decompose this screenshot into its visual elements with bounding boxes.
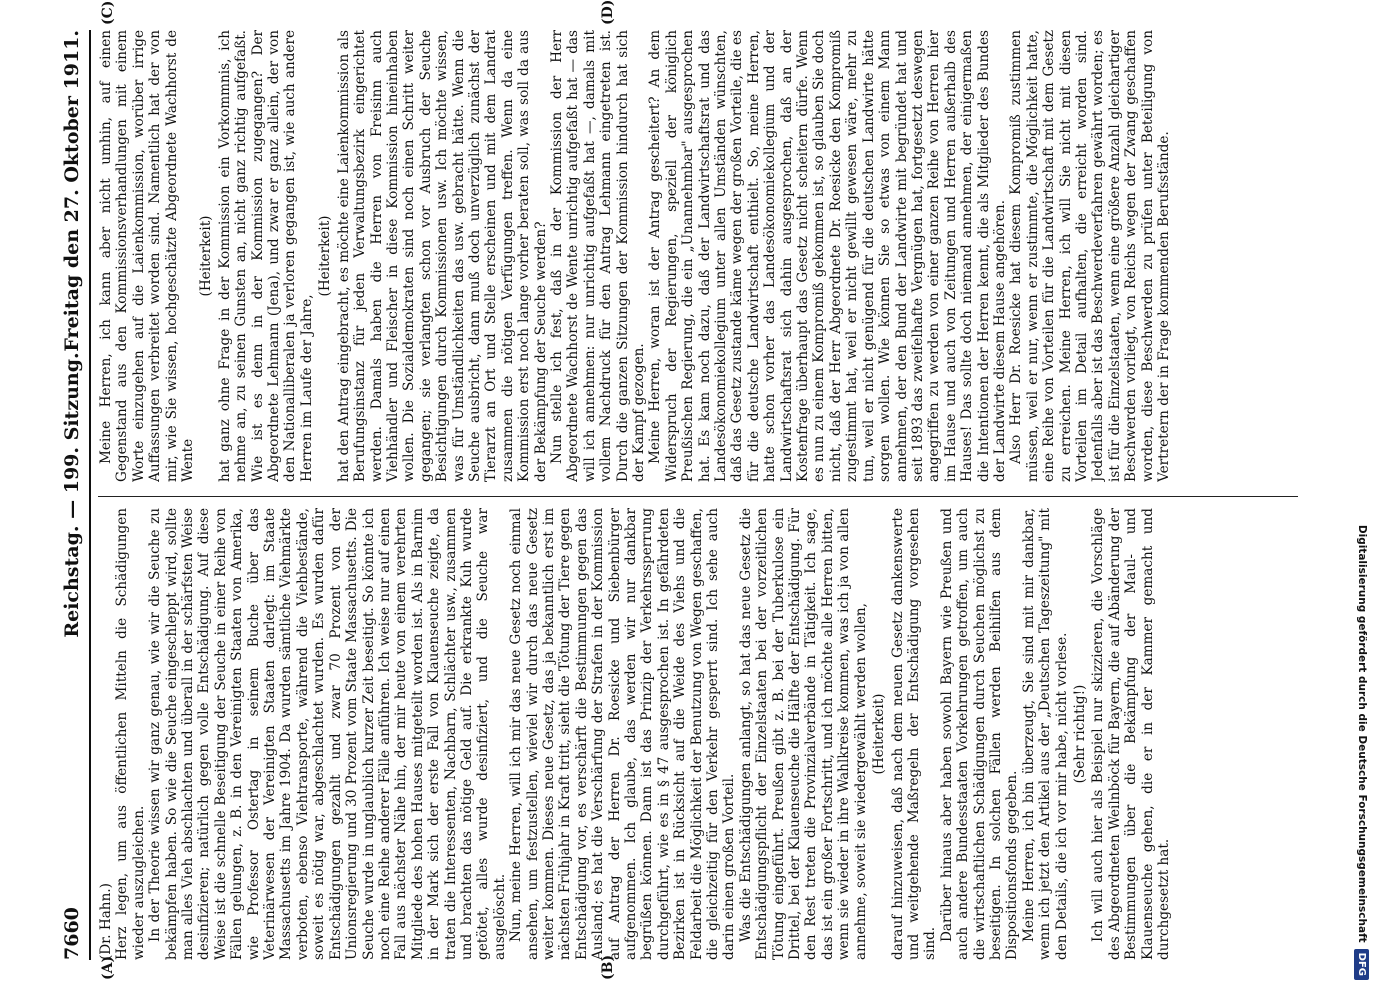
paragraph: Ich will auch hier als Beispiel nur skizzieren, die Vorschläge des Abgeordneten Weilnböck für Bayern, die auf Abänderung der Bestimmungen über die Bekämpfung der Maul- und Klauenseuche gehen, die er in der Kammer gemacht und durchgesetzt hat. (1090, 508, 1172, 960)
left-column (98, 508, 1298, 960)
credit-text: Digitalisierung gefördert durch die Deutsche Forschungsgemeinschaft (1356, 524, 1368, 943)
paragraph: Meine Herren, ich kann aber nicht umhin, auf einen Gegenstand aus den Kommissionsverhandlungen mit einem Worte einzugehen auf die Laienkommission, worüber irrige Auffassungen verbreitet worden sind. Namentlich hat der von mir, wie Sie wissen, hochgeschätzte Abgeordnete Wachhorst de Wente (98, 30, 197, 482)
dfg-logo: DFG (1355, 949, 1370, 980)
page-header (55, 30, 91, 960)
heiterkeit-note: (Heiterkeit) (317, 215, 334, 297)
page-number: 7660 (61, 907, 83, 960)
paragraph: Darüber hinaus aber haben sowohl Bayern wie Preußen und auch andere Bundesstaaten Vorkehrungen getroffen, um auch die wirtschaftlichen Schädigungen durch Seuchen möglichst zu beseitigen. In solchen Fällen werden Beihilfen aus dem Dispositionsfonds gegeben. (938, 508, 1021, 960)
sehr-richtig-note: (Sehr richtig!) (1071, 684, 1088, 784)
paragraph: Nun stelle ich fest, daß in der Kommission der Herr Abgeordnete Wachhorst de Wente unrichtig aufgefaßt hat — das will ich annehmen: nur unrichtig aufgefaßt hat —, damals mit vollem Nachdruck für den Antrag Lehmann eingetreten ist. Durch die ganzen Sitzungen der Kommission hindurch hat sich der Kampf gezogen. (548, 30, 647, 482)
right-column (98, 30, 1298, 482)
margin-marker-c: (C) (100, 0, 116, 25)
column-divider (98, 496, 1298, 497)
margin-marker-b: (B) (600, 954, 616, 980)
margin-marker-a: (A) (100, 955, 116, 980)
paragraph: Also Herr Dr. Roesicke hat diesem Kompromiß zustimmen müssen, weil er nur, wenn er zustimmte, die Möglichkeit hatte, eine Reihe von Vorteilen für die Landwirtschaft mit dem Gesetz zu erreichen. Meine Herren, ich will Sie nicht mit diesen Vorteilen im Detail aufhalten, die erreicht worden sind. Jedenfalls aber ist das Beschwerdeverfahren gewährt worden; es ist für die Einzelstaaten, wenn eine größere Anzahl gleichartiger Beschwerden vorliegt, von Reichs wegen der Zwang geschaffen worden, diese Beschwerden zu prüfen unter Beteiligung von Vertretern der in Frage kommenden Berufsstände. (1008, 30, 1172, 482)
paragraph: Meine Herren, ich bin überzeugt, Sie sind mit mir dankbar, wenn ich jetzt den Artikel aus der „Deutschen Tageszeitung" mit den Details, die ich vor mir habe, nicht vorlese. (1020, 508, 1070, 960)
paragraph: Herz legen, um aus öffentlichen Mitteln die Schädigungen wieder auszugleichen. (114, 508, 147, 960)
paragraph: hat ganz ohne Frage in der Kommission ein Vorkommnis, ich nehme an, zu seinen Gunsten an, nicht ganz richtig aufgefaßt. Wie ist es denn in der Kommission zugegangen? Der Abgeordnete Lehmann (Jena), und zwar er ganz allein, der von den Nationalliberalen ja verloren gegangen ist, wie auch andere Herren im Laufe der Jahre, (216, 30, 315, 482)
speaker-note: (Dr. Hahn.) (98, 883, 114, 960)
paragraph: Was die Entschädigungen anlangt, so hat das neue Gesetz die Entschädigungspflicht der Einzelstaaten bei der vorzeitlichen Tötung eingeführt. Preußen gibt z. B. bei der Tuberkulose ein Drittel, bei der Klauenseuche die Hälfte der Entschädigung. Für den Rest treten die Provinzialverbände in Tätigkeit. Ich sage, das ist ein großer Fortschritt, und ich möchte alle Herren bitten, wenn sie wieder in ihre Wahlkreise kommen, was ich ja von allen annehme, soweit sie wiedergewählt werden wollen, (737, 508, 869, 960)
heiterkeit-note: (Heiterkeit) (198, 215, 215, 297)
session-title: Reichstag. — 199. Sitzung. (61, 352, 83, 638)
paragraph: Nun, meine Herren, will ich mir das neue Gesetz noch einmal ansehen, um festzustellen, wieviel wir durch das neue Gesetz weiter kommen. Dieses neue Gesetz, das ja bekanntlich erst im nächsten Frühjahr in Kraft tritt, sieht die Tötung der Tiere gegen Entschädigung vor, es verschärft die Bestimmungen gegen das Ausland; es hat die Verschärfung der Strafen in der Kommission auf Antrag der Herren Dr. Roesicke und Siebenbürger aufgenommen. Ich glaube, das werden wir nur dankbar begrüßen können. Dann ist das Prinzip der Verkehrssperrung durchgeführt, wie es in § 47 ausgesprochen ist. In gefährdeten Bezirken ist in Rücksicht auf die Weide des Viehs und die Feldarbeit die Möglichkeit der Benutzung von Wegen geschaffen, die gleichzeitig für den Verkehr gesperrt sind. Ich sehe auch darin einen großen Vorteil. (508, 508, 738, 960)
paragraph: hat den Antrag eingebracht, es möchte eine Laienkommission als Berufungsinstanz für jeden Verwaltungsbezirk eingerichtet werden. Damals haben die Herren von Freisinn auch Viehhändler und Fleischer in diese Kommission hineinhaben wollen. Die Sozialdemokraten sind noch einen Schritt weiter gegangen; sie verlangten schon vor Ausbruch der Seuche Besichtigungen durch Kommissionen usw. Ich möchte wissen, was für Umständlichkeiten das usw. gebracht hätte. Wenn die Seuche ausbricht, dann muß doch unverzüglich zunächst der Tierarzt an Ort und Stelle erscheinen und mit dem Landrat zusammen die nötigen Verfügungen treffen. Wenn da eine Kommission erst noch lange vorher beraten soll, was soll da aus der Bekämpfung der Seuche werden? (335, 30, 549, 482)
paragraph: Meine Herren, woran ist der Antrag gescheitert? An dem Widerspruch der Regierungen, speziell der königlich Preußischen Regierung, die ein „Unannehmbar" ausgesprochen hat. Es kam noch dazu, daß der Landwirtschaftsrat und das Landesökonomiekollegium unter allen Umständen wünschten, daß das Gesetz zustande käme wegen der großen Vorteile, die es für die deutsche Landwirtschaft enthielt. So, meine Herren, hatte schon vorher das Landesökonomiekollegium und der Landwirtschaftsrat sich dahin ausgesprochen, daß an der Kostenfrage überhaupt das Gesetz nicht scheitern dürfe. Wenn es nun zu einem Kompromiß gekommen ist, so glauben Sie doch nicht, daß der Herr Abgeordnete Dr. Roesicke den Kompromiß zugestimmt hat, weil er nicht gewillt gewesen wäre, mehr zu tun, weil er nicht genügend für die deutschen Landwirte hätte sorgen wollen. Wie können Sie so etwas von einem Mann annehmen, der den Bund der Landwirte mit begründet hat und seit 1893 das zweifelhafte Vergnügen hat, fortgesetzt deswegen angegriffen zu werden von einer ganzen Reihe von Herren hier im Hause und auch von Zeitungen und Herren außerhalb des Hauses! Das sollte doch niemand annehmen, der einigermaßen die Intentionen der Herren kennt, die als Mitglieder des Bundes der Landwirte diesem Hause angehören. (647, 30, 1008, 482)
paragraph: darauf hinzuweisen, daß nach dem neuen Gesetz dankenswerte und weitgehende Maßregeln der Entschädigung vorgesehen sind. (889, 508, 939, 960)
paragraph: In der Theorie wissen wir ganz genau, wie wir die Seuche zu bekämpfen haben. So wie die Seuche eingeschleppt wird, sollte man alles Vieh abschlachten und überall in der schärfsten Weise desinfizieren; natürlich gegen volle Entschädigung. Auf diese Weise ist die schnelle Beseitigung der Seuche in einer Reihe von Fällen gelungen, z. B. in den Vereinigten Staaten von Amerika, wie Professor Ostertag in seinem Buche über das Veterinärwesen der Vereinigten Staaten darlegt: im Staate Massachusetts im Jahre 1904. Da wurden sämtliche Viehmärkte verboten, ebenso Viehtransporte, während die Viehbestände, soweit es nötig war, abgeschlachtet wurden. Es wurden dafür Entschädigungen gezahlt und zwar 70 Prozent von der Unionsregierung und 30 Prozent vom Staate Massachusetts. Die Seuche wurde in unglaublich kurzer Zeit beseitigt. So könnte ich noch eine Reihe anderer Fälle anführen. Ich weise nur auf einen Fall aus nächster Nähe hin, der mir heute von einem verehrten Mitgliede des hohen Hauses mitgeteilt worden ist. Als in Barnim in der Mark sich der erste Fall von Klauenseuche zeigte, da traten die Interessenten, Nachbarn, Schlächter usw., zusammen und brachten das nötige Geld auf. Die erkrankte Kuh wurde getötet, alles wurde desinfiziert, und die Seuche war ausgelöscht. (147, 508, 508, 960)
heiterkeit-note: (Heiterkeit) (871, 693, 888, 775)
digitization-credit (1342, 0, 1382, 1000)
session-date: Freitag den 27. Oktober 1911. (61, 30, 83, 352)
margin-marker-d: (D) (600, 0, 616, 25)
